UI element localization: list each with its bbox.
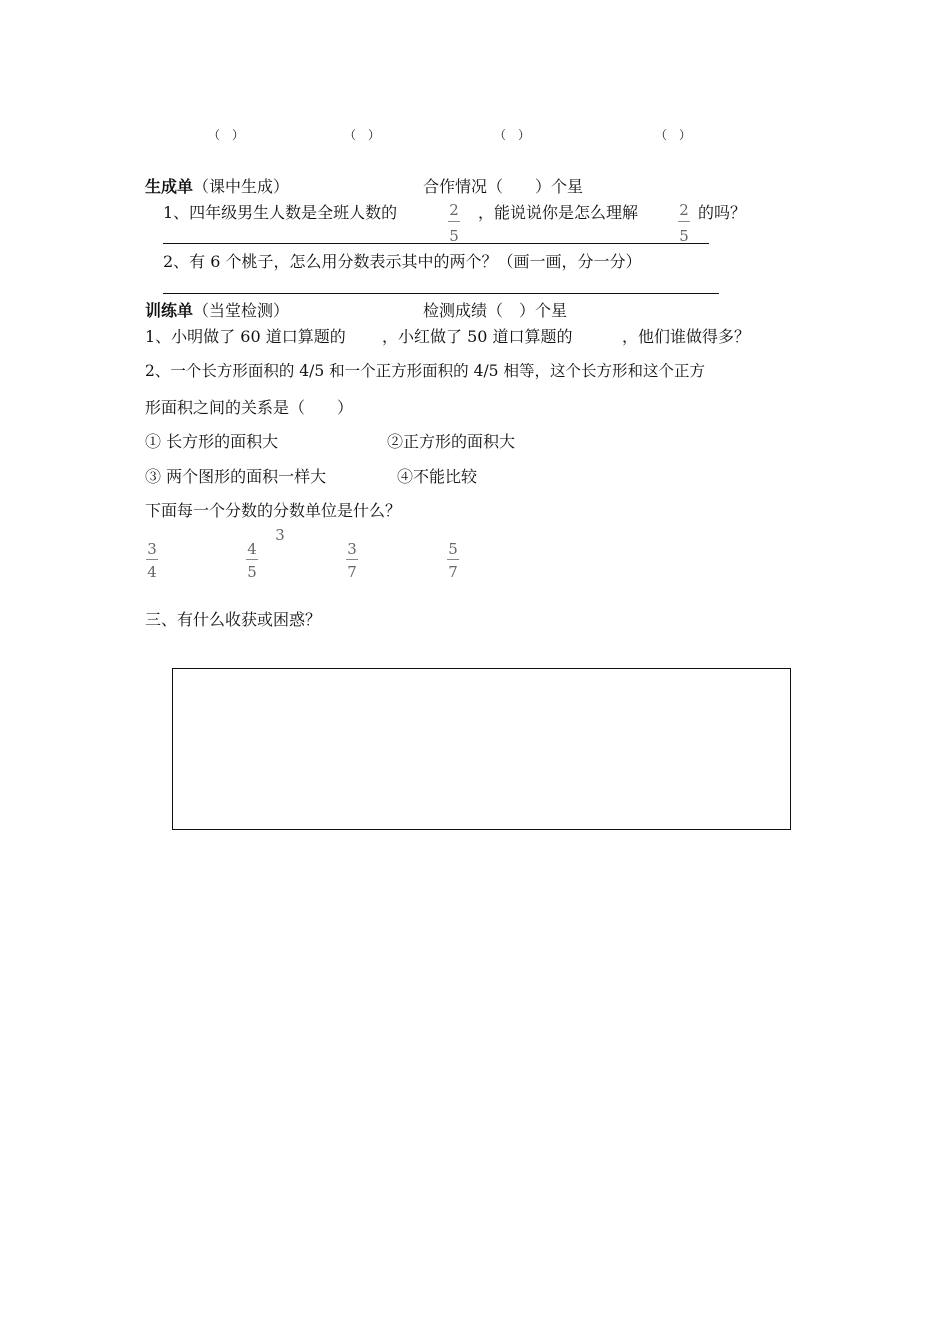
fraction-denominator: 4 — [147, 563, 157, 581]
fraction-numerator: 2 — [679, 201, 689, 219]
fraction-numerator: 3 — [347, 540, 357, 558]
option-1: ① 长方形的面积大 — [145, 432, 279, 451]
generation-sheet-title: 生成单 — [145, 177, 194, 196]
fraction-bar — [447, 559, 459, 560]
reflection-answer-box[interactable] — [172, 668, 791, 830]
fraction-bar — [246, 559, 258, 560]
option-4: ④不能比较 — [397, 467, 478, 486]
answer-blank-4: （ ） — [655, 128, 692, 142]
train-question-2-line-2: 形面积之间的关系是（ ） — [145, 398, 354, 417]
answer-line — [163, 293, 719, 294]
train-question-2-line-1: 2、一个长方形面积的 4/5 和一个正方形面积的 4/5 相等，这个长方形和这个正方 — [145, 362, 705, 380]
fraction-bar — [448, 221, 460, 222]
fraction-denominator: 7 — [347, 563, 357, 581]
fraction-numerator: 5 — [448, 540, 458, 558]
stray-number: 3 — [275, 526, 285, 544]
fraction-denominator: 5 — [679, 227, 689, 245]
gen-question-1-part-b: ，能说说你是怎么理解 — [478, 203, 639, 222]
generation-sheet-subtitle: （课中生成） — [193, 177, 290, 196]
answer-blank-3: （ ） — [494, 128, 531, 142]
training-sheet-title: 训练单 — [145, 301, 194, 320]
fraction-unit-question: 下面每一个分数的分数单位是什么？ — [145, 501, 402, 520]
train-question-1-part-b: ，小红做了 50 道口算题的 — [382, 327, 573, 346]
gen-question-1-part-a: 1、四年级男生人数是全班人数的 — [163, 203, 398, 222]
training-sheet-subtitle: （当堂检测） — [193, 301, 290, 320]
reflection-heading: 三、有什么收获或困惑？ — [145, 610, 322, 629]
training-sheet-heading — [145, 301, 289, 321]
answer-blank-2: （ ） — [344, 128, 381, 142]
fraction-denominator: 7 — [448, 563, 458, 581]
gen-question-1-part-c: 的吗？ — [698, 203, 747, 222]
fraction-numerator: 3 — [147, 540, 157, 558]
generation-sheet-heading — [145, 177, 289, 197]
option-3: ③ 两个图形的面积一样大 — [145, 467, 327, 486]
fraction-bar — [678, 221, 690, 222]
fraction-denominator: 5 — [247, 563, 257, 581]
fraction-bar — [146, 559, 158, 560]
gen-question-2: 2、有 6 个桃子，怎么用分数表示其中的两个？（画一画，分一分） — [163, 252, 642, 271]
fraction-bar — [346, 559, 358, 560]
train-question-1-part-c: ，他们谁做得多？ — [622, 327, 751, 346]
cooperation-rating: 合作情况（ ）个星 — [423, 177, 584, 196]
answer-line — [163, 243, 709, 244]
option-2: ②正方形的面积大 — [387, 432, 516, 451]
answer-blank-1: （ ） — [208, 128, 245, 142]
test-score-rating: 检测成绩（ ）个星 — [423, 301, 568, 320]
fraction-numerator: 4 — [247, 540, 257, 558]
train-question-1-part-a: 1、小明做了 60 道口算题的 — [145, 327, 346, 346]
fraction-numerator: 2 — [449, 201, 459, 219]
fraction-denominator: 5 — [449, 227, 459, 245]
